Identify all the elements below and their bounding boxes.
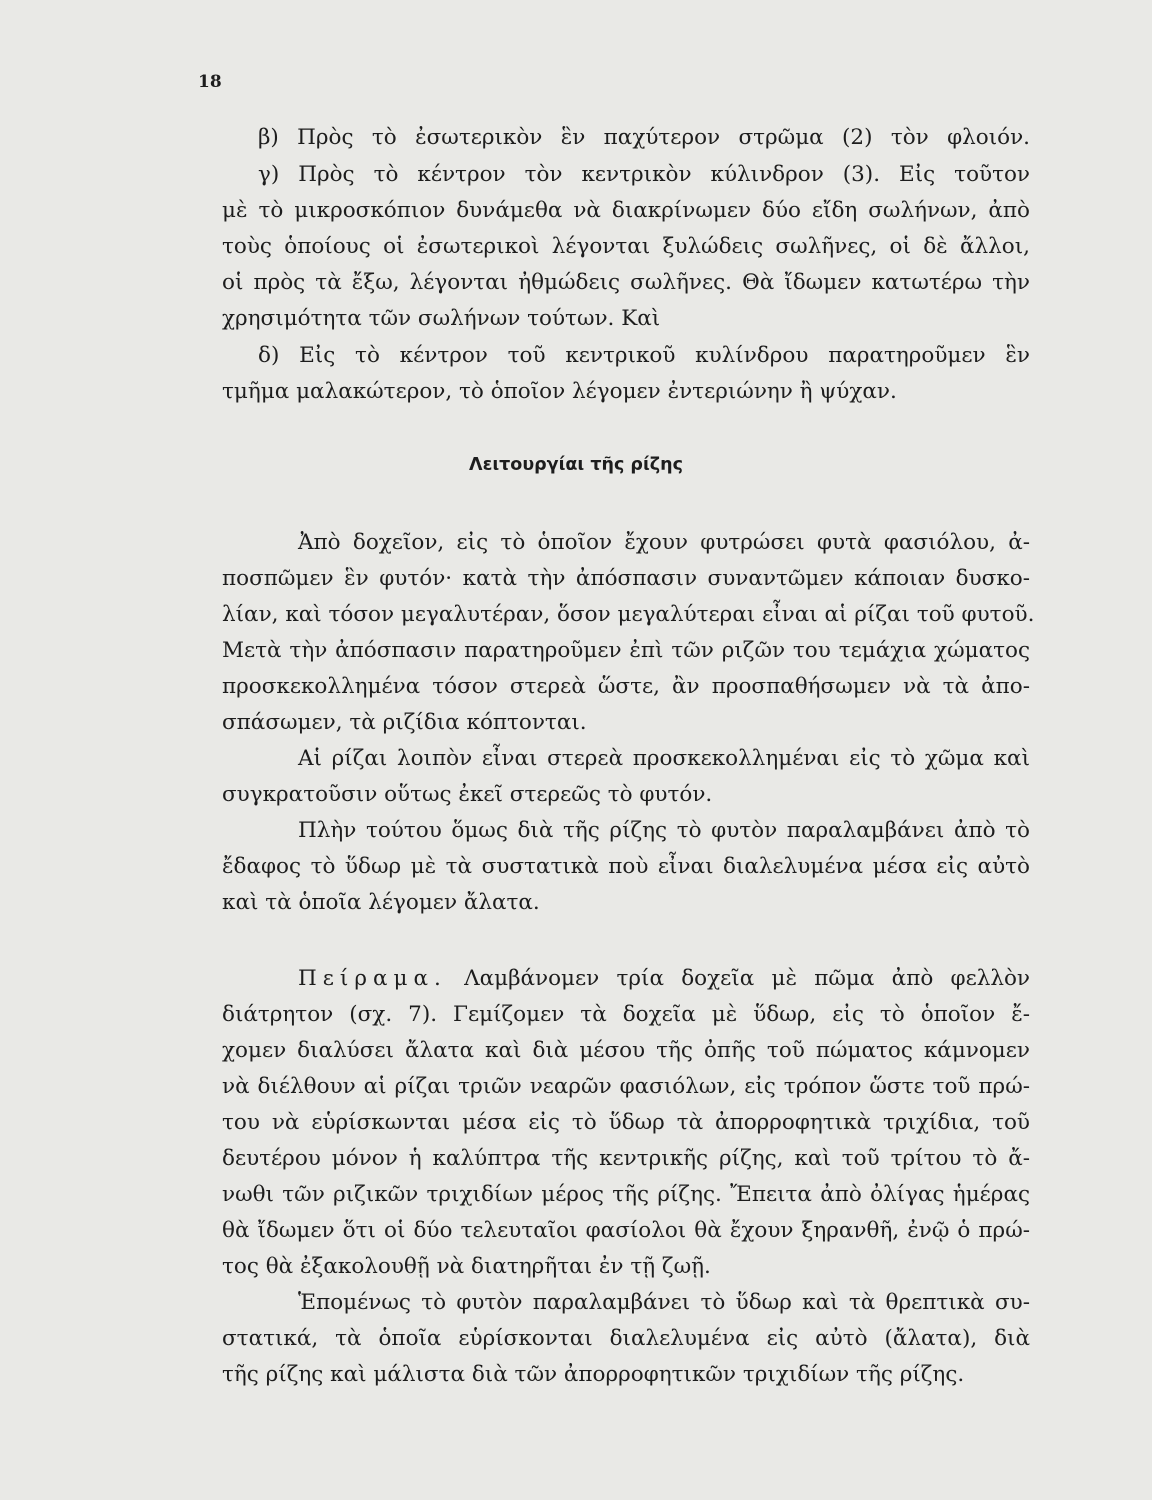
text-line: διάτρητον (σχ. 7). Γεμίζομεν τὰ δοχεῖα μὲ ὕδωρ, εἰς τὸ ὁποῖον ἔ- <box>222 1002 1030 1027</box>
text-line: σπάσωμεν, τὰ ριζίδια κόπτονται. <box>222 710 587 735</box>
text-line: β) Πρὸς τὸ ἐσωτερικὸν ἓν παχύτερον στρῶμα (2) τὸν φλοιόν. <box>258 125 1030 150</box>
text-line: λίαν, καὶ τόσον μεγαλυτέραν, ὅσον μεγαλύτεραι εἶναι αἱ ρίζαι τοῦ φυτοῦ. <box>222 602 1035 627</box>
section-heading: Λειτουργίαι τῆς ρίζης <box>469 455 683 475</box>
text-line: ἔδαφος τὸ ὕδωρ μὲ τὰ συστατικὰ ποὺ εἶναι διαλελυμένα μέσα εἰς αὐτὸ <box>222 854 1030 879</box>
text-line: τος θὰ ἐξακολουθῇ νὰ διατηρῆται ἐν τῇ ζωῇ. <box>222 1254 711 1279</box>
text-line: χρησιμότητα τῶν σωλήνων τούτων. Καὶ <box>222 306 661 331</box>
text-line: προσκεκολλημένα τόσον στερεὰ ὥστε, ἂν προσπαθήσωμεν νὰ τὰ ἀπο- <box>222 674 1030 699</box>
text-line: δευτέρου μόνον ἡ καλύπτρα τῆς κεντρικῆς ρίζης, καὶ τοῦ τρίτου τὸ ἄ- <box>222 1146 1030 1171</box>
text-line: του νὰ εὑρίσκωνται μέσα εἰς τὸ ὕδωρ τὰ ἀπορροφητικὰ τριχίδια, τοῦ <box>222 1110 1030 1135</box>
text-line: Πλὴν τούτου ὅμως διὰ τῆς ρίζης τὸ φυτὸν παραλαμβάνει ἀπὸ τὸ <box>298 818 1030 843</box>
text-line: Αἱ ρίζαι λοιπὸν εἶναι στερεὰ προσκεκολλημέναι εἰς τὸ χῶμα καὶ <box>298 746 1030 771</box>
page-number: 18 <box>198 72 222 92</box>
text-line: τμῆμα μαλακώτερον, τὸ ὁποῖον λέγομεν ἐντεριώνην ἢ ψύχαν. <box>222 379 897 404</box>
text-line: χομεν διαλύσει ἄλατα καὶ διὰ μέσου τῆς ὀπῆς τοῦ πώματος κάμνομεν <box>222 1038 1030 1063</box>
text-line: ποσπῶμεν ἓν φυτόν· κατὰ τὴν ἀπόσπασιν συναντῶμεν κάποιαν δυσκο- <box>222 566 1030 591</box>
text-line: τῆς ρίζης καὶ μάλιστα διὰ τῶν ἀπορροφητικῶν τριχιδίων τῆς ρίζης. <box>222 1362 965 1387</box>
text-line: μὲ τὸ μικροσκόπιον δυνάμεθα νὰ διακρίνωμεν δύο εἴδη σωλήνων, ἀπὸ <box>222 198 1030 223</box>
text-line: Ἀπὸ δοχεῖον, εἰς τὸ ὁποῖον ἔχουν φυτρώσει φυτὰ φασιόλου, ἀ- <box>298 530 1030 555</box>
text-line: Ἑπομένως τὸ φυτὸν παραλαμβάνει τὸ ὕδωρ καὶ τὰ θρεπτικὰ συ- <box>298 1290 1030 1315</box>
experiment-line <box>298 961 1030 997</box>
text-line: συγκρατοῦσιν οὕτως ἐκεῖ στερεῶς τὸ φυτόν. <box>222 782 713 807</box>
text-line: θὰ ἴδωμεν ὅτι οἱ δύο τελευταῖοι φασίολοι θὰ ἔχουν ξηρανθῆ, ἐνῷ ὁ πρώ- <box>222 1218 1030 1243</box>
text-line: γ) Πρὸς τὸ κέντρον τὸν κεντρικὸν κύλινδρον (3). Εἰς τοῦτον <box>258 162 1030 187</box>
text-line: τοὺς ὁποίους οἱ ἐσωτερικοὶ λέγονται ξυλώδεις σωλῆνες, οἱ δὲ ἄλλοι, <box>222 234 1030 259</box>
text-line: Μετὰ τὴν ἀπόσπασιν παρατηροῦμεν ἐπὶ τῶν ριζῶν του τεμάχια χώματος <box>222 638 1030 663</box>
text-line: οἱ πρὸς τὰ ἔξω, λέγονται ἠθμώδεις σωλῆνες. Θὰ ἴδωμεν κατωτέρω τὴν <box>222 270 1030 295</box>
text-line: στατικά, τὰ ὁποῖα εὑρίσκονται διαλελυμένα εἰς αὐτὸ (ἄλατα), διὰ <box>222 1326 1030 1351</box>
text-line: δ) Εἰς τὸ κέντρον τοῦ κεντρικοῦ κυλίνδρου παρατηροῦμεν ἓν <box>258 343 1030 368</box>
experiment-text: Λαμβάνομεν τρία δοχεῖα μὲ πῶμα ἀπὸ φελλὸν <box>464 966 1030 991</box>
text-line: νὰ διέλθουν αἱ ρίζαι τριῶν νεαρῶν φασιόλων, εἰς τρόπον ὥστε τοῦ πρώ- <box>222 1074 1030 1099</box>
text-line: καὶ τὰ ὁποῖα λέγομεν ἄλατα. <box>222 890 540 915</box>
experiment-label: Πείραμα. <box>298 966 447 991</box>
text-line: νωθι τῶν ριζικῶν τριχιδίων μέρος τῆς ρίζης. Ἔπειτα ἀπὸ ὀλίγας ἡμέρας <box>222 1182 1030 1207</box>
